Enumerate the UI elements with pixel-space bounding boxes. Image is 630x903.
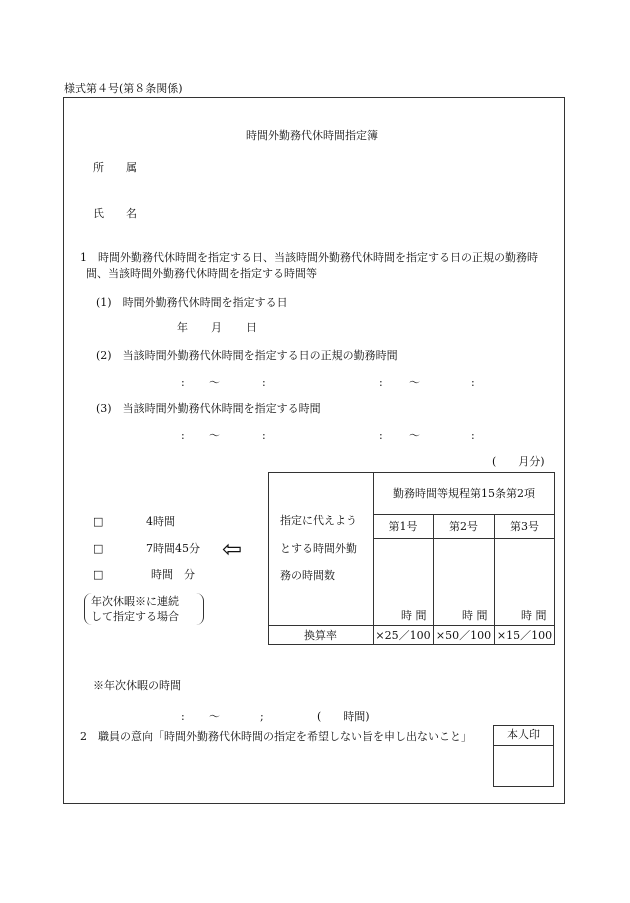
form-number: 様式第４号(第８条関係) xyxy=(64,82,183,95)
annual-leave-tilde: 〜 xyxy=(209,710,220,723)
personal-seal-label: 本人印 xyxy=(507,728,540,741)
item3-tilde-2: 〜 xyxy=(409,429,420,442)
table-col2-header: 第2号 xyxy=(449,520,478,533)
option-custom-label: 時間 分 xyxy=(151,568,195,581)
item3-tilde-1: 〜 xyxy=(209,429,220,442)
table-rate-label: 換算率 xyxy=(304,629,337,642)
table-rate1: ×25／100 xyxy=(375,629,431,642)
table-row-label-line1: 指定に代えよう xyxy=(280,514,357,527)
item2-colon-3: : xyxy=(379,376,383,389)
section2-text: 2 職員の意向「時間外勤務代休時間の指定を希望しない旨を申し出ないこと」 xyxy=(80,730,472,743)
table-group-header: 勤務時間等規程第15条第2項 xyxy=(393,487,535,500)
name-label: 氏 名 xyxy=(93,207,137,220)
table-col1-unit: 時 間 xyxy=(401,609,427,622)
checkbox-7h45m[interactable]: □ xyxy=(93,542,104,555)
annual-leave-colon-1: : xyxy=(181,710,185,723)
table-row-label-line3: 務の時間数 xyxy=(280,569,335,582)
checkbox-4h[interactable]: □ xyxy=(93,515,104,528)
item2-tilde-2: 〜 xyxy=(409,376,420,389)
table-col2-unit: 時 間 xyxy=(462,609,488,622)
table-col3-unit: 時 間 xyxy=(521,609,547,622)
item3-label: (3) 当該時間外勤務代休時間を指定する時間 xyxy=(96,402,321,415)
date-year: 年 xyxy=(177,321,188,334)
item1-label: (1) 時間外勤務代休時間を指定する日 xyxy=(96,296,288,309)
page-title: 時間外勤務代休時間指定簿 xyxy=(246,129,378,142)
note-line2: して指定する場合 xyxy=(91,610,179,623)
item2-colon-2: : xyxy=(262,376,266,389)
item2-tilde-1: 〜 xyxy=(209,376,220,389)
date-day: 日 xyxy=(246,321,257,334)
table-hline-group xyxy=(373,514,555,515)
note-line1: 年次休暇※に連続 xyxy=(91,595,179,608)
table-row-label-line2: とする時間外勤 xyxy=(280,542,357,555)
affiliation-label: 所 属 xyxy=(93,161,137,174)
option-7h45m-label: 7時間45分 xyxy=(146,542,200,555)
item2-colon-4: : xyxy=(471,376,475,389)
left-arrow-icon: ⇦ xyxy=(222,535,243,563)
table-rate3: ×15／100 xyxy=(496,629,553,642)
seal-box-divider xyxy=(494,745,553,746)
table-col3-header: 第3号 xyxy=(510,520,539,533)
section1-heading-line1: 1 時間外勤務代休時間を指定する日、当該時間外勤務代休時間を指定する日の正規の勤務時 xyxy=(80,251,538,264)
annual-leave-colon-2: ; xyxy=(260,710,264,723)
table-hline-subheader xyxy=(373,538,555,539)
section1-heading-line2: 間、当該時間外勤務代休時間を指定する時間等 xyxy=(86,267,317,280)
item3-colon-2: : xyxy=(262,429,266,442)
annual-leave-label: ※年次休暇の時間 xyxy=(93,679,181,692)
item3-colon-4: : xyxy=(471,429,475,442)
month-note: ( 月分) xyxy=(492,455,545,468)
item2-colon-1: : xyxy=(181,376,185,389)
date-month: 月 xyxy=(211,321,222,334)
option-4h-label: 4時間 xyxy=(146,515,175,528)
item2-label: (2) 当該時間外勤務代休時間を指定する日の正規の勤務時間 xyxy=(96,349,398,362)
annual-leave-hours: ( 時間) xyxy=(317,710,370,723)
item3-colon-1: : xyxy=(181,429,185,442)
item3-colon-3: : xyxy=(379,429,383,442)
form-frame xyxy=(63,97,565,804)
table-hline-rate xyxy=(268,625,555,626)
table-col1-header: 第1号 xyxy=(388,520,418,533)
table-rate2: ×50／100 xyxy=(435,629,492,642)
checkbox-custom[interactable]: □ xyxy=(93,568,104,581)
